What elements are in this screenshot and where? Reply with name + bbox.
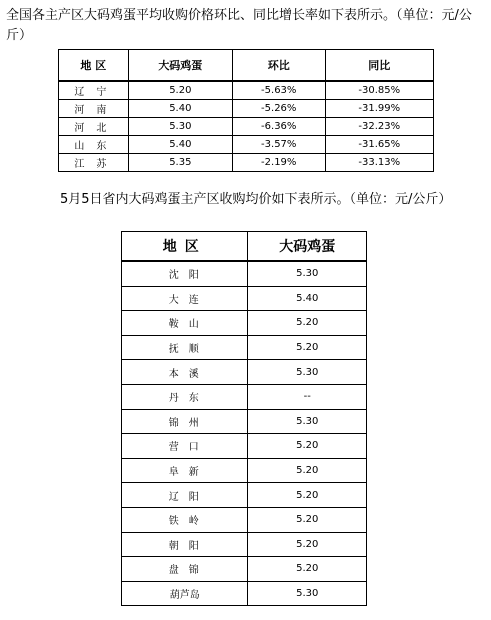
city-cell: 辽阳	[122, 483, 248, 508]
table-row	[122, 483, 367, 508]
yoy-cell: -30.85%	[325, 81, 433, 100]
city-cell: 营口	[122, 434, 248, 459]
header-region: 地 区	[59, 50, 129, 82]
price-cell: 5.30	[128, 118, 232, 136]
header-region: 地区	[122, 232, 248, 262]
price-cell: 5.20	[248, 557, 367, 582]
region-cell: 河北	[59, 118, 129, 136]
table-header-row	[122, 232, 367, 262]
table-row	[122, 261, 367, 286]
price-cell: 5.30	[248, 581, 367, 606]
table-header-row	[59, 50, 434, 82]
price-cell: 5.30	[248, 261, 367, 286]
mom-cell: -3.57%	[232, 136, 325, 154]
city-cell: 本溪	[122, 360, 248, 385]
city-cell: 朝阳	[122, 532, 248, 557]
mom-cell: -5.63%	[232, 81, 325, 100]
intro2-paragraph: 5月5日省内大码鸡蛋主产区收购均价如下表所示。（单位：元/公斤）	[60, 192, 452, 207]
national-price-table	[58, 49, 434, 172]
header-egg-price: 大码鸡蛋	[248, 232, 367, 262]
mom-cell: -6.36%	[232, 118, 325, 136]
city-cell: 鞍山	[122, 311, 248, 336]
table-row	[122, 458, 367, 483]
table-row	[122, 557, 367, 582]
price-cell: 5.20	[248, 483, 367, 508]
province-price-table	[121, 231, 367, 606]
table-row	[59, 136, 434, 154]
price-cell: 5.40	[128, 100, 232, 118]
price-cell: 5.30	[248, 409, 367, 434]
price-cell: 5.40	[248, 286, 367, 311]
city-cell: 沈阳	[122, 261, 248, 286]
mom-cell: -2.19%	[232, 154, 325, 172]
city-cell: 铁岭	[122, 507, 248, 532]
price-cell: 5.20	[248, 532, 367, 557]
price-cell: 5.40	[128, 136, 232, 154]
table-row	[122, 532, 367, 557]
table-row	[122, 434, 367, 459]
price-cell: 5.20	[248, 311, 367, 336]
yoy-cell: -31.65%	[325, 136, 433, 154]
table-row	[122, 581, 367, 606]
yoy-cell: -31.99%	[325, 100, 433, 118]
table-row	[122, 286, 367, 311]
city-cell: 盘锦	[122, 557, 248, 582]
region-cell: 辽宁	[59, 81, 129, 100]
city-cell: 大连	[122, 286, 248, 311]
price-cell: 5.20	[128, 81, 232, 100]
table-row	[59, 100, 434, 118]
region-cell: 河南	[59, 100, 129, 118]
table-row	[59, 154, 434, 172]
header-egg-price: 大码鸡蛋	[128, 50, 232, 82]
city-cell: 丹东	[122, 384, 248, 409]
table-row	[59, 118, 434, 136]
price-cell: 5.20	[248, 335, 367, 360]
table-row	[122, 335, 367, 360]
table-row	[122, 384, 367, 409]
table-row	[122, 409, 367, 434]
header-mom: 环比	[232, 50, 325, 82]
yoy-cell: -33.13%	[325, 154, 433, 172]
city-cell: 阜新	[122, 458, 248, 483]
price-cell: 5.20	[248, 507, 367, 532]
price-cell: 5.20	[248, 434, 367, 459]
region-cell: 山东	[59, 136, 129, 154]
city-cell: 抚顺	[122, 335, 248, 360]
price-cell: 5.35	[128, 154, 232, 172]
mom-cell: -5.26%	[232, 100, 325, 118]
city-cell: 锦州	[122, 409, 248, 434]
price-cell: --	[248, 384, 367, 409]
table-row	[122, 507, 367, 532]
price-cell: 5.20	[248, 458, 367, 483]
table-row	[122, 360, 367, 385]
city-cell: 葫芦岛	[122, 581, 248, 606]
yoy-cell: -32.23%	[325, 118, 433, 136]
region-cell: 江苏	[59, 154, 129, 172]
header-yoy: 同比	[325, 50, 433, 82]
price-cell: 5.30	[248, 360, 367, 385]
intro-paragraph: 全国各主产区大码鸡蛋平均收购价格环比、同比增长率如下表所示。（单位：元/公斤）	[6, 8, 472, 43]
table-row	[122, 311, 367, 336]
table-row	[59, 81, 434, 100]
